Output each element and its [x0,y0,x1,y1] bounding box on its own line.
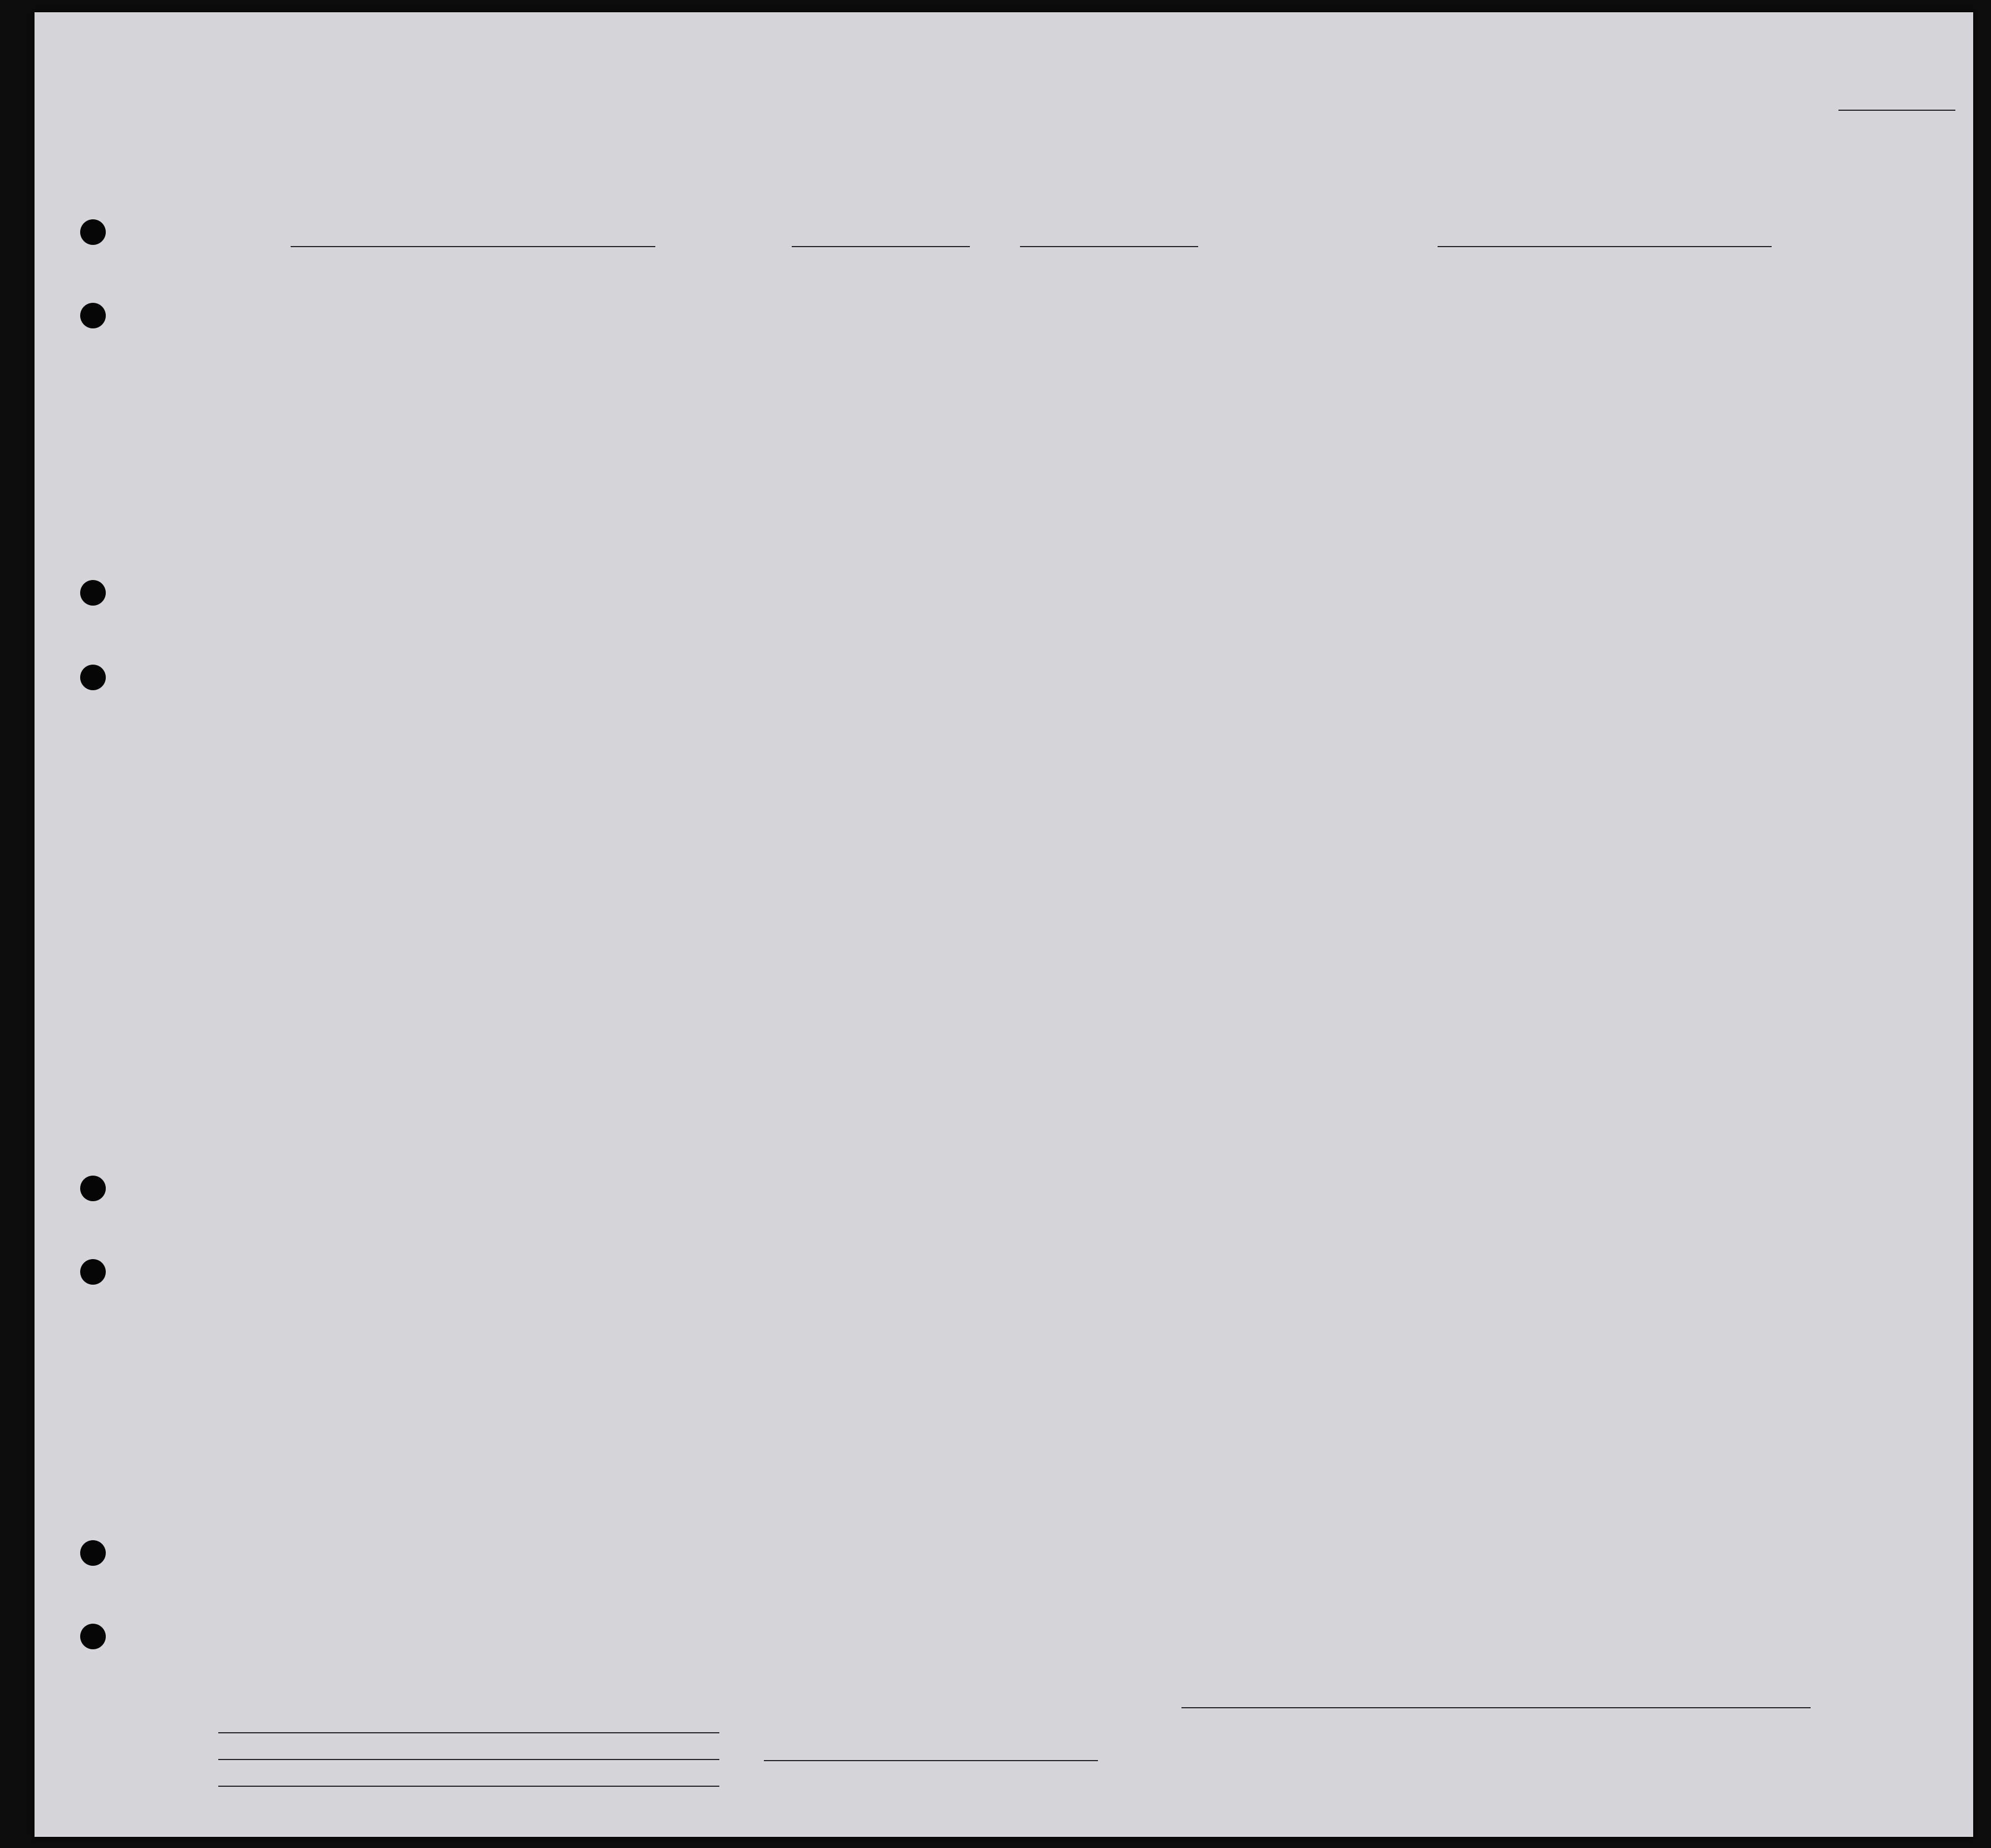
manifest-sheet [35,12,1973,1837]
inspector-underline [764,1760,1098,1761]
purser-underline [1181,1707,1811,1708]
agents-underline [218,1786,719,1787]
table-grid [35,12,1973,1837]
owners-underline [218,1759,719,1760]
line-underline [218,1732,719,1733]
